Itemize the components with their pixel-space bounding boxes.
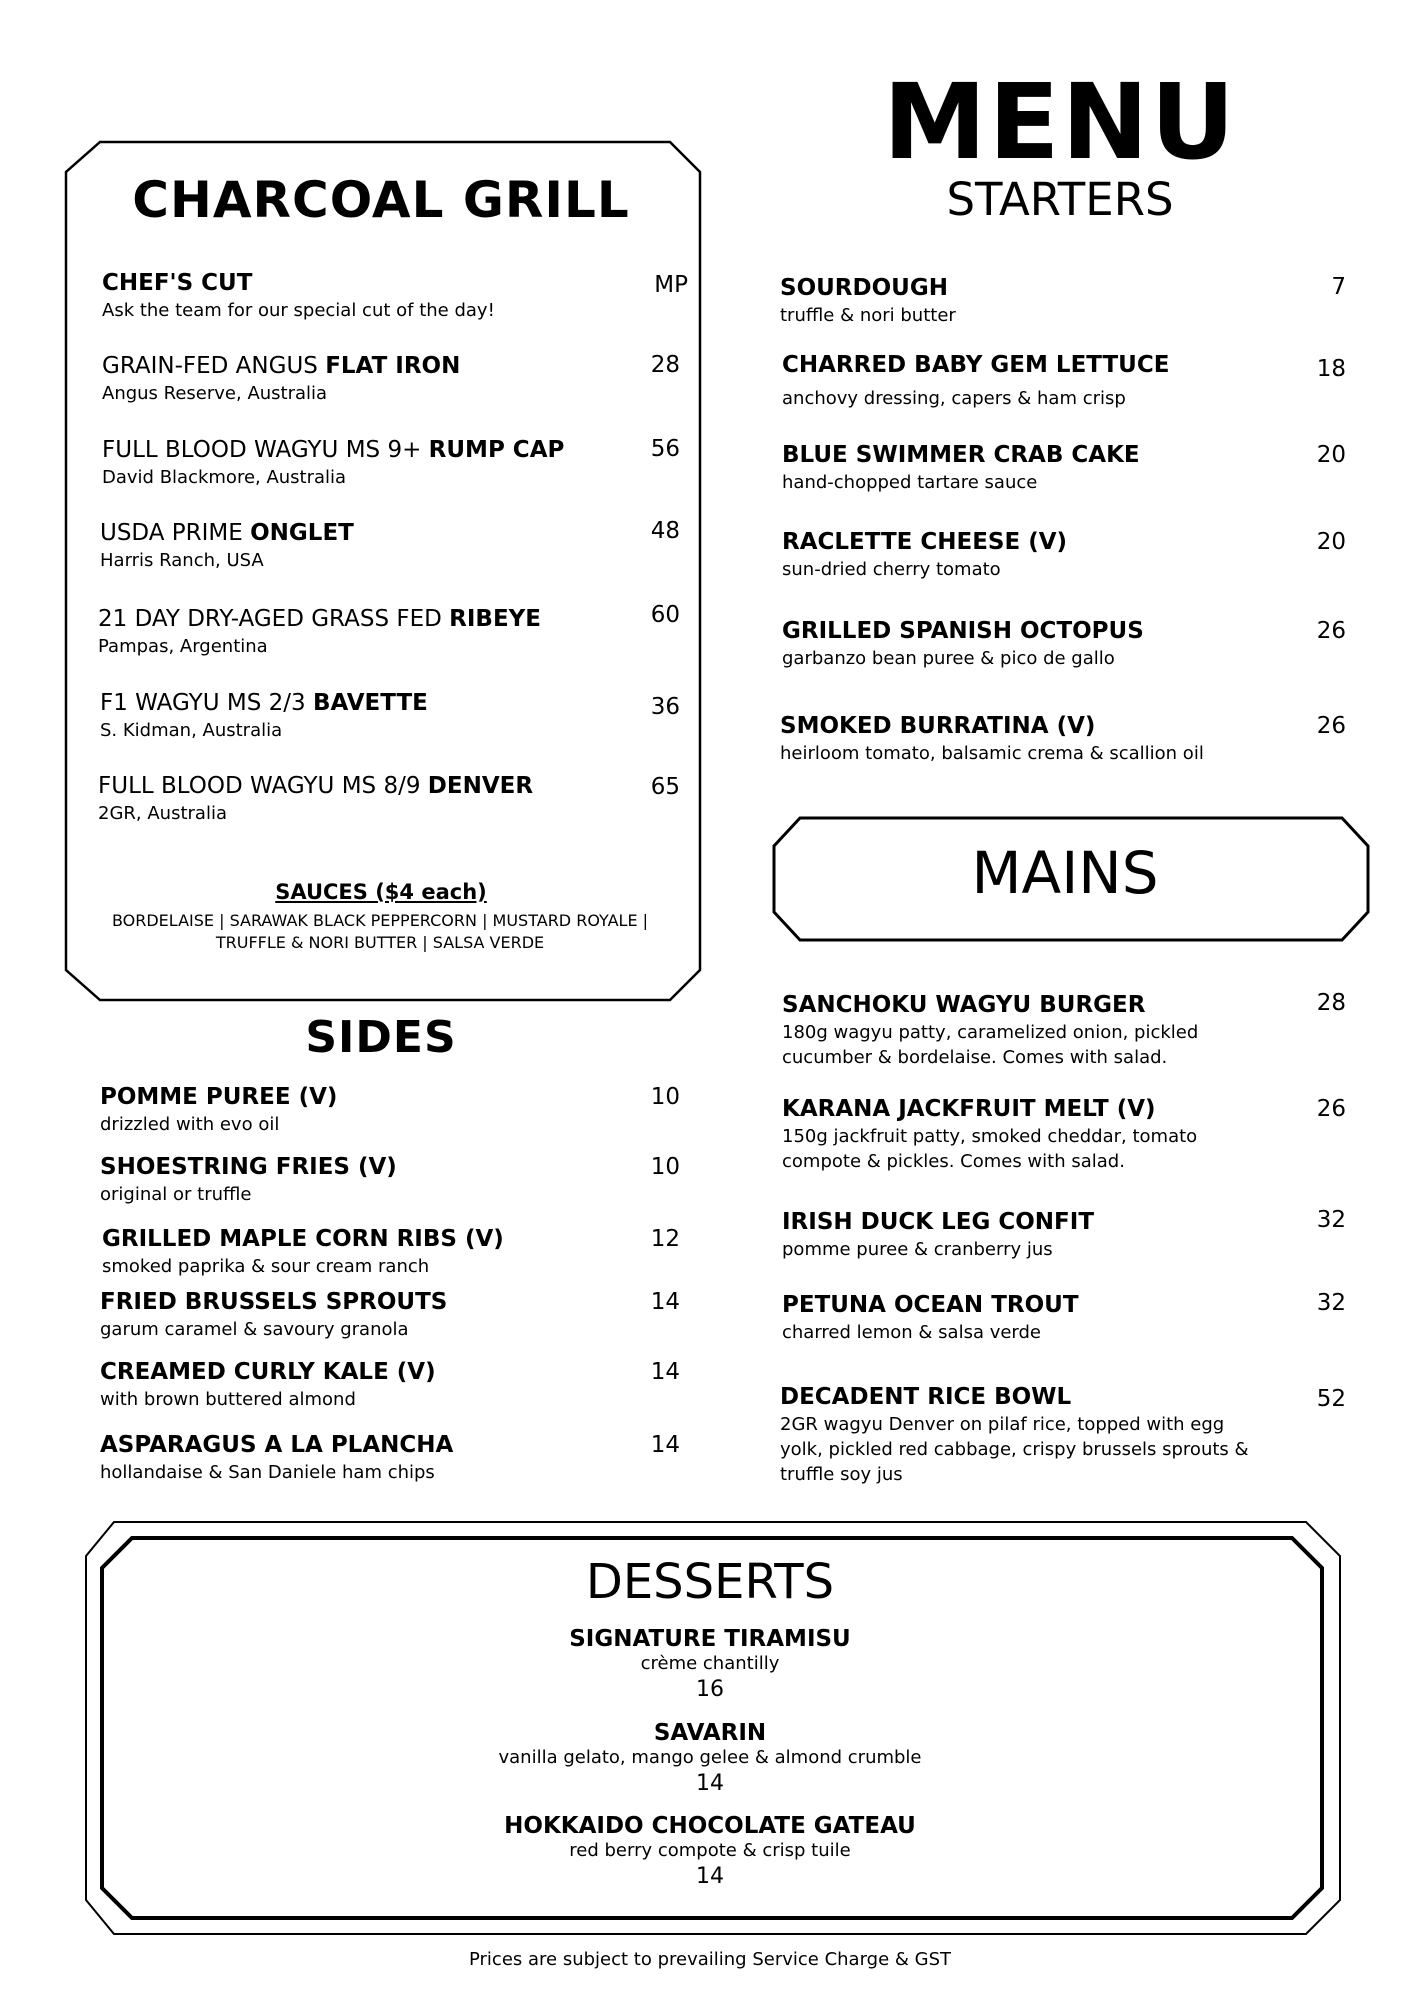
grill-item-desc: Harris Ranch, USA [100,550,264,571]
side-item-name: GRILLED MAPLE CORN RIBS (V) [102,1226,504,1252]
side-item-price: 10 [650,1154,680,1180]
main-item-price: 32 [1316,1207,1346,1233]
grill-item-desc: Pampas, Argentina [98,636,268,657]
side-item-price: 10 [650,1084,680,1110]
main-item-price: 28 [1316,990,1346,1016]
main-item-name: IRISH DUCK LEG CONFIT [782,1209,1095,1235]
main-item-price: 32 [1316,1290,1346,1316]
starter-item-name: SMOKED BURRATINA (V) [780,713,1096,739]
grill-item-price: 28 [650,352,680,378]
sides-title: SIDES [305,1012,457,1063]
side-item-desc: smoked paprika & sour cream ranch [102,1256,430,1277]
side-item [100,1152,397,1207]
side-item-desc: original or truffle [100,1184,252,1205]
grill-item-name: FULL BLOOD WAGYU MS 8/9 DENVER [98,773,534,799]
side-item-name: CREAMED CURLY KALE (V) [100,1359,436,1385]
starter-item-name: SOURDOUGH [780,275,948,301]
main-item-name: KARANA JACKFRUIT MELT (V) [782,1096,1156,1122]
side-item-desc: garum caramel & savoury granola [100,1319,409,1340]
main-item [780,1382,1270,1487]
main-item-desc: 2GR wagyu Denver on pilaf rice, topped with egg yolk, pickled red cabbage, crispy brussels sprouts & truffle soy jus [780,1414,1249,1485]
starter-item-price: 26 [1316,618,1346,644]
main-item-name: DECADENT RICE BOWL [780,1384,1072,1410]
side-item-name: POMME PUREE (V) [100,1084,338,1110]
side-item-price: 12 [650,1226,680,1252]
grill-item-price: 48 [650,518,680,544]
starter-item-desc: anchovy dressing, capers & ham crisp [782,388,1126,409]
starter-item-price: 7 [1331,274,1346,300]
starter-item-price: 20 [1316,442,1346,468]
grill-item-name: GRAIN-FED ANGUS FLAT IRON [102,353,461,379]
side-item-name: FRIED BRUSSELS SPROUTS [100,1289,448,1315]
grill-item-price: 60 [650,602,680,628]
menu-title: MENU [882,61,1238,183]
main-item [782,1207,1094,1262]
main-item-price: 26 [1316,1096,1346,1122]
starter-item [782,440,1140,495]
grill-item-name: USDA PRIME ONGLET [100,520,354,546]
starter-item-price: 20 [1316,529,1346,555]
main-item [782,990,1252,1070]
grill-item-name: CHEF'S CUT [102,270,253,296]
main-item [782,1290,1079,1345]
grill-item [98,771,533,826]
side-item-desc: hollandaise & San Daniele ham chips [100,1462,435,1483]
footer-note: Prices are subject to prevailing Service Charge & GST [468,1949,952,1970]
starter-item-price: 26 [1316,713,1346,739]
grill-item-name: 21 DAY DRY-AGED GRASS FED RIBEYE [98,606,542,632]
starter-item-desc: truffle & nori butter [780,305,956,326]
dessert-item-desc: red berry compote & crisp tuile [569,1840,851,1861]
main-item-name: SANCHOKU WAGYU BURGER [782,992,1146,1018]
dessert-item-desc: crème chantilly [640,1653,780,1674]
dessert-item-name: SAVARIN [653,1720,767,1746]
starter-item-name: GRILLED SPANISH OCTOPUS [782,618,1144,644]
side-item-price: 14 [650,1289,680,1315]
grill-item-desc: 2GR, Australia [98,803,227,824]
side-item-price: 14 [650,1432,680,1458]
starter-item [780,711,1204,766]
side-item [100,1287,447,1342]
dessert-item-price: 14 [696,1864,724,1889]
starter-item-desc: heirloom tomato, balsamic crema & scallion oil [780,743,1204,764]
starters-title: STARTERS [946,173,1174,226]
dessert-item-name: HOKKAIDO CHOCOLATE GATEAU [504,1813,916,1839]
main-item [782,1094,1252,1174]
starter-item-desc: hand-chopped tartare sauce [782,472,1038,493]
main-item-price: 52 [1316,1386,1346,1412]
starter-item-desc: garbanzo bean puree & pico de gallo [782,648,1115,669]
grill-item [102,351,460,406]
grill-item-desc: Angus Reserve, Australia [102,383,328,404]
dessert-item [100,1625,1320,1705]
grill-item-name: FULL BLOOD WAGYU MS 9+ RUMP CAP [102,437,565,463]
starter-item [782,616,1144,671]
grill-item-price: MP [654,272,688,298]
main-item-desc: charred lemon & salsa verde [782,1322,1042,1343]
grill-item-name: F1 WAGYU MS 2/3 BAVETTE [100,690,428,716]
mains-title: MAINS [971,839,1159,907]
grill-item-desc: Ask the team for our special cut of the day! [102,300,495,321]
main-item-desc: pomme puree & cranberry jus [782,1239,1053,1260]
side-item-name: ASPARAGUS A LA PLANCHA [100,1432,454,1458]
grill-item-desc: David Blackmore, Australia [102,467,347,488]
dessert-item-desc: vanilla gelato, mango gelee & almond crumble [498,1747,922,1768]
side-item [102,1224,504,1279]
starter-item-desc: sun-dried cherry tomato [782,559,1001,580]
starter-item-name: CHARRED BABY GEM LETTUCE [782,352,1170,378]
side-item-desc: with brown buttered almond [100,1389,356,1410]
grill-item-desc: S. Kidman, Australia [100,720,283,741]
dessert-item-price: 16 [696,1677,724,1702]
starter-item [780,273,956,328]
starter-item-name: BLUE SWIMMER CRAB CAKE [782,442,1140,468]
starter-item-name: RACLETTE CHEESE (V) [782,529,1068,555]
grill-item [102,435,564,490]
side-item-desc: drizzled with evo oil [100,1114,280,1135]
grill-item-price: 36 [650,694,680,720]
side-item-name: SHOESTRING FRIES (V) [100,1154,397,1180]
dessert-item [100,1719,1320,1799]
side-item-price: 14 [650,1359,680,1385]
grill-item [102,268,495,323]
sauces-title: SAUCES ($4 each) [275,880,487,904]
dessert-item [100,1812,1320,1892]
grill-item-price: 65 [650,774,680,800]
side-item [100,1430,453,1485]
grill-item [100,518,354,573]
starter-item [782,350,1169,411]
side-item [100,1082,337,1137]
grill-item-price: 56 [650,436,680,462]
main-item-desc: 180g wagyu patty, caramelized onion, pickled cucumber & bordelaise. Comes with salad. [782,1022,1199,1068]
charcoal-grill-title: CHARCOAL GRILL [132,171,630,229]
starter-item [782,527,1067,582]
main-item-desc: 150g jackfruit patty, smoked cheddar, tomato compote & pickles. Comes with salad. [782,1126,1198,1172]
grill-item [98,604,541,659]
grill-item [100,688,428,743]
dessert-item-price: 14 [696,1771,724,1796]
starter-item-price: 18 [1316,356,1346,382]
desserts-title: DESSERTS [585,1554,835,1610]
side-item [100,1357,436,1412]
main-item-name: PETUNA OCEAN TROUT [782,1292,1079,1318]
sauces-list: BORDELAISE | SARAWAK BLACK PEPPERCORN | MUSTARD ROYALE | TRUFFLE & NORI BUTTER | SALSA VERDE [111,911,649,952]
dessert-item-name: SIGNATURE TIRAMISU [569,1626,851,1652]
